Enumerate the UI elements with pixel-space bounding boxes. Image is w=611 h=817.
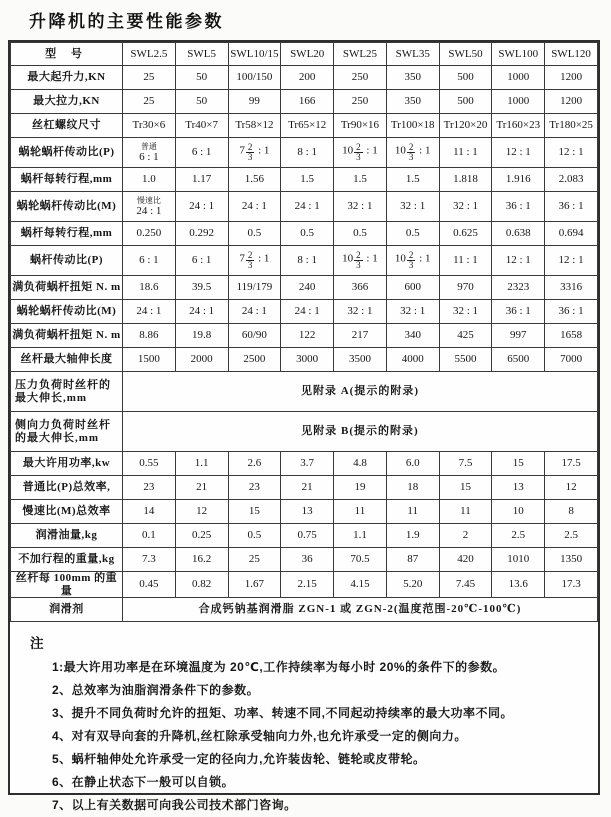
value-cell: 11 : 1 <box>439 138 492 168</box>
value-cell: 420 <box>439 548 492 572</box>
value-cell: 1000 <box>492 66 545 90</box>
row-label: 最大起升力,KN <box>11 66 123 90</box>
value-cell: 119/179 <box>228 276 281 300</box>
table-row <box>11 222 598 246</box>
value-cell: Tr90×16 <box>334 114 387 138</box>
value-cell: 3.7 <box>281 452 334 476</box>
table-row <box>11 452 598 476</box>
value-cell: 0.250 <box>123 222 176 246</box>
value-cell: 15 <box>228 500 281 524</box>
table-row <box>11 300 598 324</box>
value-cell: 217 <box>334 324 387 348</box>
value-cell: 7000 <box>545 348 598 372</box>
value-cell: 1.67 <box>228 572 281 598</box>
value-cell: 24 : 1 <box>281 192 334 222</box>
value-cell: 36 <box>281 548 334 572</box>
value-cell: 32 : 1 <box>386 300 439 324</box>
value-cell: 24 : 1 <box>281 300 334 324</box>
value-cell: 1.56 <box>228 168 281 192</box>
value-cell: 6 : 1 <box>175 246 228 276</box>
model-header-cell: SWL50 <box>439 43 492 66</box>
value-cell: 1.5 <box>386 168 439 192</box>
value-cell: 1.9 <box>386 524 439 548</box>
value-cell: 50 <box>175 90 228 114</box>
value-cell: 32 : 1 <box>334 192 387 222</box>
value-cell: 25 <box>123 66 176 90</box>
value-cell: 1.1 <box>334 524 387 548</box>
value-cell: 2.5 <box>545 524 598 548</box>
table-row <box>11 524 598 548</box>
fraction-value: $\frac{2}{3}$ <box>408 249 414 270</box>
value-cell: 1658 <box>545 324 598 348</box>
value-cell: 500 <box>439 90 492 114</box>
value-cell: 1000 <box>492 90 545 114</box>
value-cell: 99 <box>228 90 281 114</box>
table-row <box>11 548 598 572</box>
cell-small-label: 慢速比 <box>136 196 161 206</box>
notes-section <box>10 622 598 817</box>
fraction-value: $\frac{2}{3}$ <box>408 141 414 162</box>
note-item: 2、总效率为油脂润滑条件下的参数。 <box>52 683 260 698</box>
value-cell: Tr40×7 <box>175 114 228 138</box>
value-cell: 19 <box>334 476 387 500</box>
value-cell: 0.5 <box>228 222 281 246</box>
value-cell: 17.5 <box>545 452 598 476</box>
value-cell: 2.083 <box>545 168 598 192</box>
value-cell: 2.6 <box>228 452 281 476</box>
row-label: 最大许用功率,kw <box>11 452 123 476</box>
value-cell: 340 <box>386 324 439 348</box>
value-cell: 10 $\frac{2}{3}$ : 1 <box>386 138 439 168</box>
value-cell: 6 : 1 <box>123 246 176 276</box>
row-label: 压力负荷时丝杆的最大伸长,mm <box>11 372 123 412</box>
value-cell: 0.625 <box>439 222 492 246</box>
model-header-cell: SWL5 <box>175 43 228 66</box>
value-cell: 32 : 1 <box>439 300 492 324</box>
table-row <box>11 598 598 622</box>
row-label: 蜗杆每转行程,mm <box>11 222 123 246</box>
value-cell: Tr65×12 <box>281 114 334 138</box>
notes-heading: 注 <box>30 636 44 652</box>
document-frame <box>8 40 600 813</box>
model-header-cell: SWL2.5 <box>123 43 176 66</box>
value-cell: 36 : 1 <box>492 300 545 324</box>
value-cell: 12 : 1 <box>492 138 545 168</box>
value-cell: 2500 <box>228 348 281 372</box>
value-cell: 0.82 <box>175 572 228 598</box>
value-cell: 0.5 <box>281 222 334 246</box>
value-cell: 0.75 <box>281 524 334 548</box>
value-cell: 1.0 <box>123 168 176 192</box>
value-cell: 12 <box>175 500 228 524</box>
row-label: 普通比(P)总效率, <box>11 476 123 500</box>
page-title: 升降机的主要性能参数 <box>29 12 224 31</box>
value-cell: 10 $\frac{2}{3}$ : 1 <box>386 246 439 276</box>
value-cell: 5.20 <box>386 572 439 598</box>
value-cell: 10 <box>492 500 545 524</box>
model-header-cell: SWL120 <box>545 43 598 66</box>
value-cell: 87 <box>386 548 439 572</box>
value-cell: 7.45 <box>439 572 492 598</box>
value-cell: 3000 <box>281 348 334 372</box>
value-cell: 1.916 <box>492 168 545 192</box>
value-cell: 18.6 <box>123 276 176 300</box>
value-cell: 15 <box>439 476 492 500</box>
value-cell: 1350 <box>545 548 598 572</box>
value-cell: 36 : 1 <box>545 192 598 222</box>
table-row <box>11 66 598 90</box>
value-cell: 2323 <box>492 276 545 300</box>
row-label: 丝杠螺纹尺寸 <box>11 114 123 138</box>
fraction-value: $\frac{2}{3}$ <box>356 249 361 270</box>
value-cell: 0.25 <box>175 524 228 548</box>
table-row <box>11 276 598 300</box>
value-cell: 2000 <box>175 348 228 372</box>
table-row <box>11 412 598 452</box>
value-cell: 3316 <box>545 276 598 300</box>
row-label: 满负荷蜗杆扭矩 N. m <box>11 324 123 348</box>
row-label: 丝杆最大轴伸长度 <box>11 348 123 372</box>
row-label: 蜗轮蜗杆传动比(P) <box>11 138 123 168</box>
value-cell: 1500 <box>123 348 176 372</box>
row-label: 侧向力负荷时丝杆的最大伸长,mm <box>11 412 123 452</box>
value-cell: 13.6 <box>492 572 545 598</box>
value-cell: 8 : 1 <box>281 138 334 168</box>
value-cell: 36 : 1 <box>492 192 545 222</box>
value-cell: 425 <box>439 324 492 348</box>
fraction-value: $\frac{2}{3}$ <box>356 141 361 162</box>
value-cell: 21 <box>175 476 228 500</box>
value-cell: 500 <box>439 66 492 90</box>
value-cell: 8 : 1 <box>281 246 334 276</box>
value-cell: 0.5 <box>228 524 281 548</box>
note-item: 1:最大许用功率是在环境温度为 20℃,工作持续率为每小时 20%的条件下的参数。 <box>52 660 506 675</box>
note-item: 5、蜗杆轴伸处允许承受一定的径向力,允许装齿轮、链轮或皮带轮。 <box>52 752 426 767</box>
value-cell: 10 $\frac{2}{3}$ : 1 <box>334 246 387 276</box>
value-cell: 24 : 1 <box>228 300 281 324</box>
value-cell: 24 : 1 <box>123 300 176 324</box>
row-label: 慢速比(M)总效率 <box>11 500 123 524</box>
value-cell: 7 $\frac{2}{3}$ : 1 <box>228 138 281 168</box>
table-row <box>11 138 598 168</box>
value-cell: 122 <box>281 324 334 348</box>
table-row <box>11 114 598 138</box>
value-cell: 11 <box>439 500 492 524</box>
value-cell: 11 <box>334 500 387 524</box>
value-cell: 0.292 <box>175 222 228 246</box>
note-item: 7、以上有关数据可向我公司技术部门咨询。 <box>52 798 297 813</box>
value-cell: 24 : 1 <box>175 300 228 324</box>
value-cell: 1.1 <box>175 452 228 476</box>
table-row <box>11 372 598 412</box>
value-cell: 100/150 <box>228 66 281 90</box>
value-cell: 4000 <box>386 348 439 372</box>
value-cell: 0.5 <box>334 222 387 246</box>
row-label: 润滑剂 <box>11 598 123 622</box>
value-cell: 6500 <box>492 348 545 372</box>
value-cell: 8 <box>545 500 598 524</box>
value-cell: 0.638 <box>492 222 545 246</box>
table-row <box>11 572 598 598</box>
value-cell: Tr120×20 <box>439 114 492 138</box>
value-cell: 普通 6 : 1 <box>123 138 176 168</box>
value-cell: 0.1 <box>123 524 176 548</box>
value-cell: 4.15 <box>334 572 387 598</box>
value-cell: 70.5 <box>334 548 387 572</box>
value-cell: 1.5 <box>281 168 334 192</box>
merged-value-cell: 合成钙钠基润滑脂 ZGN-1 或 ZGN-2(温度范围-20℃-100℃) <box>123 598 598 622</box>
value-cell: Tr160×23 <box>492 114 545 138</box>
row-label: 满负荷蜗杆扭矩 N. m <box>11 276 123 300</box>
value-cell: 23 <box>123 476 176 500</box>
value-cell: Tr58×12 <box>228 114 281 138</box>
value-cell: 2.15 <box>281 572 334 598</box>
value-cell: 15 <box>492 452 545 476</box>
value-cell: 2 <box>439 524 492 548</box>
value-cell: 5500 <box>439 348 492 372</box>
value-cell: 0.45 <box>123 572 176 598</box>
value-cell: 350 <box>386 90 439 114</box>
row-label: 丝杆每 100mm 的重量 <box>11 572 123 598</box>
model-header-cell: SWL35 <box>386 43 439 66</box>
value-cell: 7 $\frac{2}{3}$ : 1 <box>228 246 281 276</box>
value-cell: 8.86 <box>123 324 176 348</box>
row-label: 蜗杆传动比(P) <box>11 246 123 276</box>
value-cell: 50 <box>175 66 228 90</box>
value-cell: 6.0 <box>386 452 439 476</box>
value-cell: 39.5 <box>175 276 228 300</box>
value-cell: 200 <box>281 66 334 90</box>
table-row <box>11 348 598 372</box>
value-cell: Tr180×25 <box>545 114 598 138</box>
row-label: 蜗轮蜗杆传动比(M) <box>11 300 123 324</box>
value-cell: 17.3 <box>545 572 598 598</box>
value-cell: 7.5 <box>439 452 492 476</box>
value-cell: 32 : 1 <box>386 192 439 222</box>
value-cell: 3500 <box>334 348 387 372</box>
value-cell: 250 <box>334 90 387 114</box>
value-cell: 1.5 <box>334 168 387 192</box>
value-cell: 32 : 1 <box>439 192 492 222</box>
value-cell: 166 <box>281 90 334 114</box>
row-label: 蜗杆每转行程,mm <box>11 168 123 192</box>
table-row <box>11 168 598 192</box>
value-cell: 6 : 1 <box>175 138 228 168</box>
model-header-cell: SWL25 <box>334 43 387 66</box>
value-cell: 25 <box>123 90 176 114</box>
row-label: 蜗轮蜗杆传动比(M) <box>11 192 123 222</box>
value-cell: 1010 <box>492 548 545 572</box>
value-cell: 11 : 1 <box>439 246 492 276</box>
table-row <box>11 90 598 114</box>
value-cell: 997 <box>492 324 545 348</box>
row-label: 润滑油量,kg <box>11 524 123 548</box>
row-label: 最大拉力,KN <box>11 90 123 114</box>
table-row <box>11 192 598 222</box>
value-cell: 18 <box>386 476 439 500</box>
value-cell: 12 : 1 <box>545 138 598 168</box>
value-cell: 11 <box>386 500 439 524</box>
model-header-cell: SWL100 <box>492 43 545 66</box>
model-header-label: 型 号 <box>11 43 123 66</box>
table-row <box>11 476 598 500</box>
value-cell: 25 <box>228 548 281 572</box>
value-cell: 10 $\frac{2}{3}$ : 1 <box>334 138 387 168</box>
value-cell: 7.3 <box>123 548 176 572</box>
value-cell: 1.818 <box>439 168 492 192</box>
value-cell: 慢速比 24 : 1 <box>123 192 176 222</box>
value-cell: 21 <box>281 476 334 500</box>
model-header-cell: SWL10/15 <box>228 43 281 66</box>
value-cell: 32 : 1 <box>334 300 387 324</box>
cell-small-label: 普通 <box>140 142 157 152</box>
value-cell: 23 <box>228 476 281 500</box>
value-cell: 36 : 1 <box>545 300 598 324</box>
value-cell: 970 <box>439 276 492 300</box>
value-cell: 250 <box>334 66 387 90</box>
value-cell: 600 <box>386 276 439 300</box>
note-item: 6、在静止状态下一般可以自锁。 <box>52 775 235 790</box>
fraction-value: $\frac{2}{3}$ <box>247 141 253 162</box>
value-cell: 0.55 <box>123 452 176 476</box>
value-cell: 240 <box>281 276 334 300</box>
notes-list <box>30 656 588 817</box>
performance-parameters-table <box>10 42 598 622</box>
value-cell: Tr100×18 <box>386 114 439 138</box>
value-cell: 1200 <box>545 90 598 114</box>
value-cell: 2.5 <box>492 524 545 548</box>
value-cell: 12 <box>545 476 598 500</box>
value-cell: 24 : 1 <box>175 192 228 222</box>
value-cell: 1.17 <box>175 168 228 192</box>
note-item: 3、提升不同负荷时允许的扭矩、功率、转速不同,不同起动持续率的最大功率不同。 <box>52 706 514 721</box>
row-label: 不加行程的重量,kg <box>11 548 123 572</box>
table-header-row <box>11 43 598 66</box>
value-cell: 60/90 <box>228 324 281 348</box>
value-cell: 350 <box>386 66 439 90</box>
value-cell: 4.8 <box>334 452 387 476</box>
value-cell: 0.5 <box>386 222 439 246</box>
value-cell: 12 : 1 <box>545 246 598 276</box>
value-cell: 0.694 <box>545 222 598 246</box>
table-row <box>11 246 598 276</box>
table-row <box>11 500 598 524</box>
value-cell: 19.8 <box>175 324 228 348</box>
value-cell: 13 <box>281 500 334 524</box>
note-item: 4、对有双导向套的升降机,丝杠除承受轴向力外,也允许承受一定的侧向力。 <box>52 729 467 744</box>
model-header-cell: SWL20 <box>281 43 334 66</box>
merged-value-cell: 见附录 A(提示的附录) <box>123 372 598 412</box>
value-cell: 13 <box>492 476 545 500</box>
value-cell: 14 <box>123 500 176 524</box>
fraction-value: $\frac{2}{3}$ <box>247 249 253 270</box>
value-cell: 16.2 <box>175 548 228 572</box>
table-row <box>11 324 598 348</box>
value-cell: 12 : 1 <box>492 246 545 276</box>
value-cell: 24 : 1 <box>228 192 281 222</box>
merged-value-cell: 见附录 B(提示的附录) <box>123 412 598 452</box>
value-cell: 1200 <box>545 66 598 90</box>
value-cell: Tr30×6 <box>123 114 176 138</box>
value-cell: 366 <box>334 276 387 300</box>
